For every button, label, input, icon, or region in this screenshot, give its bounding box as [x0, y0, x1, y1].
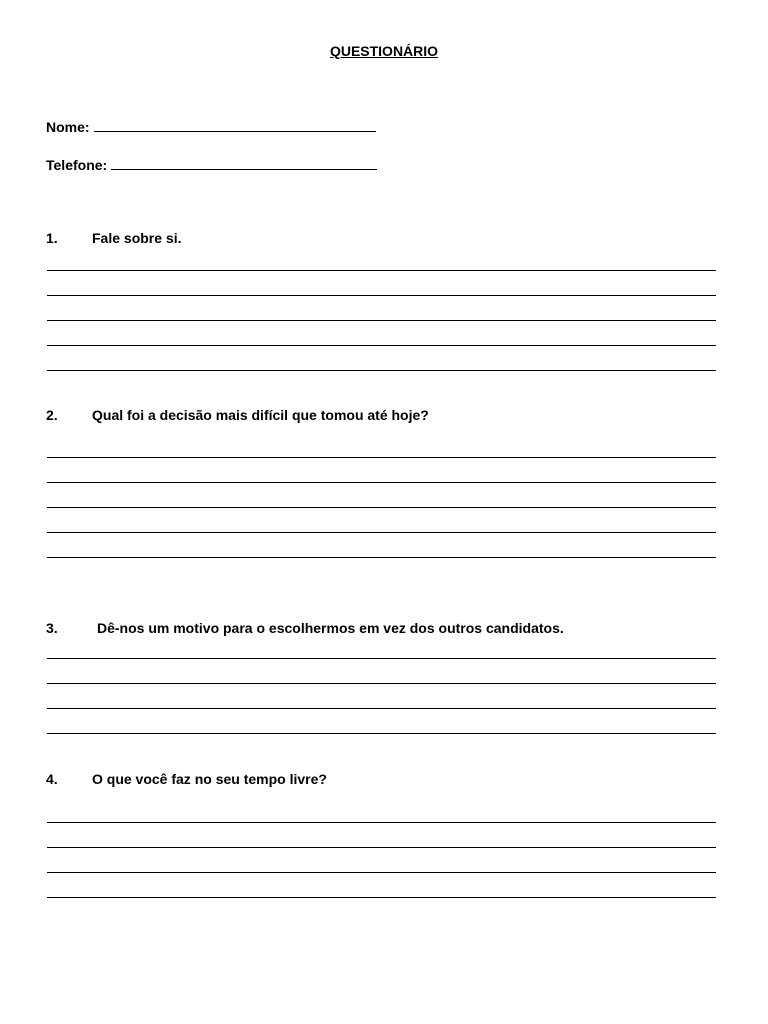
phone-label: Telefone:	[46, 157, 108, 173]
answer-line[interactable]	[47, 320, 716, 321]
name-field[interactable]	[46, 118, 376, 135]
answer-line[interactable]	[47, 295, 716, 296]
answer-line[interactable]	[47, 370, 716, 371]
phone-input-line[interactable]	[111, 156, 377, 170]
question-3-number: 3.	[46, 620, 58, 636]
answer-line[interactable]	[47, 532, 716, 533]
question-4-number: 4.	[46, 771, 58, 787]
question-2-text: Qual foi a decisão mais difícil que tomou até hoje?	[92, 407, 429, 423]
phone-field[interactable]	[46, 156, 377, 173]
answer-line[interactable]	[47, 658, 716, 659]
answer-line[interactable]	[47, 897, 716, 898]
answer-line[interactable]	[47, 557, 716, 558]
answer-line[interactable]	[47, 822, 716, 823]
answer-line[interactable]	[47, 733, 716, 734]
answer-line[interactable]	[47, 345, 716, 346]
question-1-text: Fale sobre si.	[92, 230, 182, 246]
answer-line[interactable]	[47, 847, 716, 848]
answer-line[interactable]	[47, 507, 716, 508]
answer-line[interactable]	[47, 457, 716, 458]
answer-line[interactable]	[47, 708, 716, 709]
answer-line[interactable]	[47, 482, 716, 483]
answer-line[interactable]	[47, 683, 716, 684]
question-4-text: O que você faz no seu tempo livre?	[92, 771, 327, 787]
answer-line[interactable]	[47, 270, 716, 271]
question-1-number: 1.	[46, 230, 58, 246]
question-2-number: 2.	[46, 407, 58, 423]
name-label: Nome:	[46, 119, 90, 135]
name-input-line[interactable]	[94, 118, 376, 132]
answer-line[interactable]	[47, 872, 716, 873]
question-3-text: Dê-nos um motivo para o escolhermos em vez dos outros candidatos.	[97, 620, 564, 636]
page-title: QUESTIONÁRIO	[329, 43, 439, 59]
